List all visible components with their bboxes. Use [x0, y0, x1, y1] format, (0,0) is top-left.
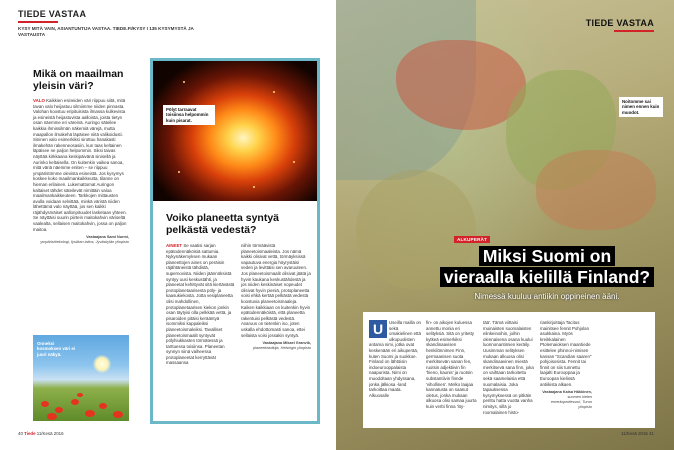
spark	[178, 171, 180, 173]
poppy-field-photo	[33, 335, 129, 421]
explosion-photo	[153, 61, 317, 201]
text-column	[483, 320, 535, 420]
sun-glow	[93, 355, 111, 373]
section-title: TIEDE VASTAA	[18, 9, 87, 19]
signature-role: suomen kielen emeritaprofessori, Turun yliopisto	[550, 395, 592, 410]
drop-cap: U	[369, 320, 387, 338]
map-region	[536, 150, 656, 230]
lead-in: AINEET	[166, 243, 183, 248]
right-page-map	[336, 0, 674, 450]
signature-role: planeettatutkija, Helsingin yliopisto	[252, 346, 311, 351]
page-footer	[621, 431, 654, 436]
article-text: niihin törmäävistä planeetoismaaleista. Jos nämä kaikki olisivat vettä, törmäyksissä vapautuva energia höyrystäisi veden ja levittäisi sen avaruuteen. Jos planeetoismaalit olisivat jäätä ja hyvin kaukana keskustähdestä ja jos niiden keskinäiset nopeudet olisivat hyvin pieniä, protoplaneetta voisi ehkä kertää pelkästä vedestä koostuvia planeetoismaaleja. Kaiken kaikkiaan on kuitenkin hyvin epätodennäköistä, että planeetta rakentuisi pelkästä vedestä. Avaruus on tietenkin iso, joten uskalla ehdottomasti sanoa, ettei sellaista voisi jossakin syntyä.	[241, 243, 311, 338]
photo-caption: Onneksi kosmoksen väri ei juuri näkyä.	[37, 341, 76, 357]
article-color	[33, 68, 129, 245]
text-column	[166, 243, 236, 366]
article-heading: Voiko planeetta syntyä pelkästä vedestä?	[166, 212, 280, 236]
article-text: riankirjoittaja Tacitus mainitsee fennit Pohjolan asukkaina. Myös kreikkalainen Ptolemaioksen maantiede esittelee phinnoi-nimisen kansan "Scandian saaren" pohjoisosista. Fennit tai finnit on siis tunnettu laajalti Eurooppaa ja Euroopan kielissä antiikista alkaen.	[540, 320, 592, 387]
article-textbox	[363, 312, 655, 428]
photo-caption: Pölyt tarraavat toisiinsa helpommin kuin pisarat.	[163, 105, 215, 125]
spark	[273, 91, 275, 93]
signature-name: Vastaajana Sami Nurmi,	[86, 235, 129, 240]
page-number: 41	[649, 431, 654, 436]
article-text: fin- on aikojen kuluessa annettu monia eri selityksiä. Sitä on yritetty kytkeä esimerkiksi skandinaavisen henkilönnimen Finn, germaanisen suota merkitsevän sanan fen, ruotsin adjektiivin fin 'hieno, kaunis' ja ruotsin substantiivin finnde 'vihollinen'. Melko laajaa kannatusta on saanut oletus, jonka mukaan alkuosa olisi samaa juurta kuin verbi finna 'löy-	[426, 320, 477, 409]
poppy	[55, 407, 63, 413]
left-page-header	[18, 9, 86, 19]
magazine-name: Tiede	[24, 431, 36, 436]
category-tag: ALKUPERÄT	[454, 236, 490, 243]
article-text: Se vaatisi sarjan epätodennäköisiä sattumia. Nykynäkemyksen mukaan planeettojen aines on peräisin räjähtäneistä tähdistä, supernovista. Niiden jäännöksistä syntyy uusi keskustähti, ja planeetat kehittyvät sitä kiertävästä protoplanetaarisesta pöly- ja kaasukiekosta. Jotta vesiplaneetta olisi mahdollinen, protoplanetaarisen kiekon jonkin osan täytyisi olla pelkkää vettä, ja pisaroiden pitäisi kerääntyä isommiksi kappaleiksi planeetoismaleiksi. Tavalliset planeetoismaalit syntyvät pölyhiukkasten törmätessä ja tarttuessa toisiinsa. Planeetan synnyn siinä vaiheessa protoplaneetat kerryttävät massaansa	[166, 243, 235, 366]
article-heading: Mikä on maailman yleisin väri?	[33, 68, 124, 92]
article-text: Useilla mailla on sekä omakielinen että ulkopuolisten antama nimi, jotka ovat keskenään eri aikuperää, kuten Suomi ja suokkoe. Finland on lähtöisin indoeurooppalaista naapurista. Nimi on muodoltaan yhdyssana, jonka jälkiosa -land tarkoittaa maata. Alkuosalle	[369, 320, 421, 398]
text-column	[369, 320, 421, 420]
deck: Nimessä kuuluu antiikin oppineinen ääni.	[474, 292, 620, 301]
article-text: Kaikkien esineiden väri riippuu siitä, mitä tavan valo heijastuu silmiimme niiden pinnasta. Valohan koostuu eripituisista ilmassa kulkevista ja esineistä heijastuvista aalloista, joista tietyn osan näemme eri väreinä. Auringo säteilee kaikkia ihmissilmän näkemiä värejä, mutta maapallon ilmakehä läpäisee niitä valikoidusti. Sininen valo esimerkiksi sirottuu hanakasti ilmakehän rakenneosasiin, kun taas keltainen läpäisee ne paljon helpommin. Siksi taivas näyttää kirkkaana keskipäivänä sinisellä ja Aurinko keltaisella. On kuitenkin vaikea sanoa, mitä väriä näemme eniten – se riippuu ympäristömme olevista esineistä. Jos kysymys koskee koko maailmankaikkeutta, tilanne on hieman erilainen. Lukemattomat Auringon kaltaiset tähdet säteilevät nimittäin valoa maailmankaikkeuteen. Tarkkojen mittausten avulla voidaan selvittää, minkä väristä niiden lähettämä valo näyttää, jos sen kaikki räjähdysmäiset aallonpituudet lasketaan yhteen. Se näyttäisi suurin piirtein maitokahvin väriseltä vaalealta, sellaisen maitokahvin, jossa on paljon maitoa.	[33, 98, 127, 232]
signature-name: Vastaajana Mikael Granvik,	[262, 341, 311, 346]
text-column	[426, 320, 478, 420]
left-page	[0, 0, 336, 450]
poppy	[85, 410, 95, 417]
spark	[183, 81, 185, 83]
poppy	[77, 393, 83, 397]
right-page-header	[586, 18, 654, 28]
issue-date: 11/Kesä 2016	[621, 431, 648, 436]
spark	[253, 186, 255, 188]
headline-line: vieraalla kielillä Finland?	[440, 267, 654, 287]
section-title: TIEDE VASTAA	[585, 18, 654, 28]
accent-line	[18, 21, 58, 23]
accent-line	[614, 30, 654, 32]
spark	[293, 161, 295, 163]
poppy	[47, 413, 57, 420]
signature	[33, 235, 129, 245]
article-body	[369, 320, 421, 398]
article-body	[166, 243, 236, 366]
headline-line: Miksi Suomi on	[479, 246, 615, 266]
poppy	[71, 399, 79, 405]
section-subtitle: KYSY MITÄ VAIN, ASIANTUNTIJA VASTAA. TIEDE.FI/KYSY I 135 KYSYMYSTÄ JA VASTAUSTA	[18, 26, 194, 37]
text-column	[540, 320, 592, 420]
headline	[431, 246, 663, 288]
article-body	[33, 98, 129, 232]
signature-role: ympäristöekologi, fysiikan laitos, Jyväskylän yliopisto	[40, 240, 129, 245]
map-caption: Noitomme sai nimen ennen kuin muodot.	[619, 97, 663, 117]
poppy	[113, 411, 123, 418]
article-planet-panel	[150, 58, 320, 424]
signature	[540, 390, 592, 410]
lead-in: VALO	[33, 98, 45, 103]
poppy	[99, 403, 107, 409]
signature	[241, 341, 311, 351]
page-number: 40	[18, 431, 23, 436]
article-text: tää'. Tämä viittaisi muinaisten suomalaisten elinkeinoihin, joihin olennaisena osana kuului luonnonantimien keräily. Uusimman selityksen mukaan alkuosa olisi skandinaavinen miestä merkitsevä sana finn, joka on vaihtaan tarkoitettu sekä saamelaisia että suomalaisia. Joka tapauksessa kysymyksessä on pitkäin perittu hatta vuotta vanha nimitys, sillä jo roomalainen histo-	[483, 320, 534, 415]
issue-date: 11/Kesä 2016	[36, 431, 64, 436]
page-footer	[18, 431, 64, 436]
signature-name: Vastaajana Kaisa Häkkinen,	[542, 390, 592, 395]
text-column	[241, 243, 311, 351]
poppy	[41, 401, 49, 407]
